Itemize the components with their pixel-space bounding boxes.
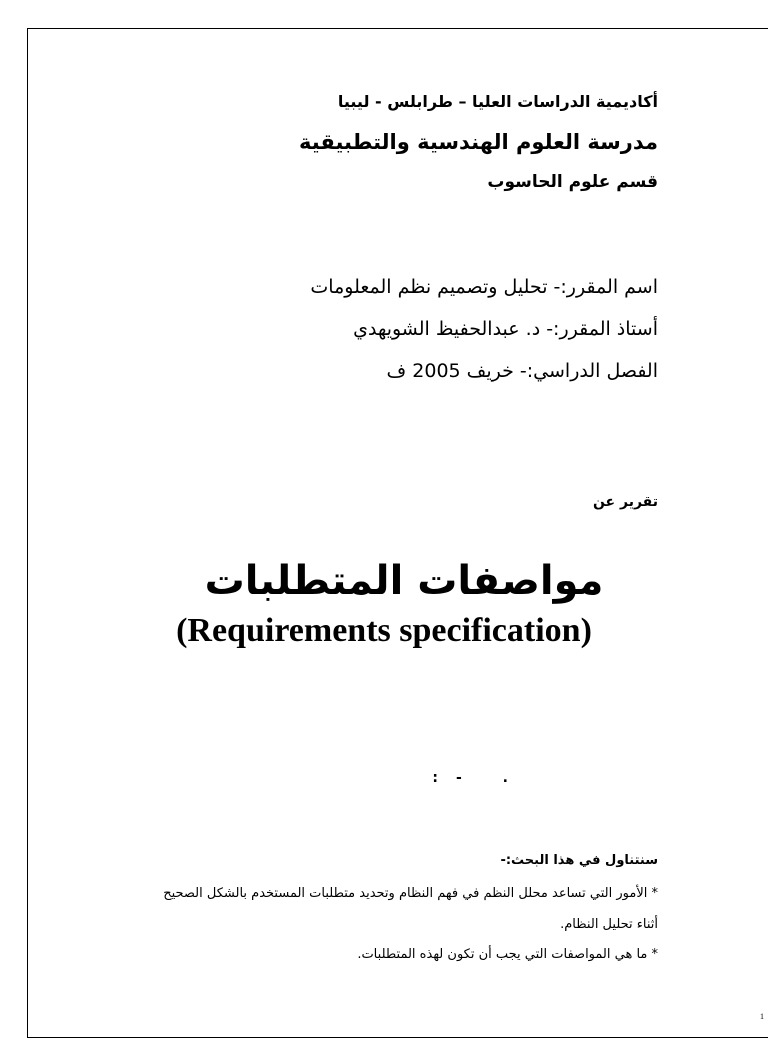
department-name: قسم علوم الحاسوب xyxy=(487,172,658,192)
academy-name: أكاديمية الدراسات العليا – طرابلس - ليبيا xyxy=(337,92,658,111)
bullet-point: * ما هي المواصفات التي يجب أن تكون لهذه المتطلبات. xyxy=(357,947,658,962)
page-number: 1 xyxy=(760,1012,764,1021)
punctuation-marks: . -: xyxy=(432,770,526,786)
report-label: تقرير عن xyxy=(592,494,658,510)
school-name: مدرسة العلوم الهندسية والتطبيقية xyxy=(299,130,658,154)
report-title-arabic: مواصفات المتطلبات xyxy=(204,558,604,604)
bullet-point-continuation: أثناء تحليل النظام. xyxy=(560,917,658,932)
intro-heading: سنتناول في هذا البحث:- xyxy=(500,853,658,868)
bullet-point: * الأمور التي تساعد محلل النظم في فهم النظام وتحديد متطلبات المستخدم بالشكل الصحيح xyxy=(163,886,658,901)
course-name: اسم المقرر:- تحليل وتصميم نظم المعلومات xyxy=(310,276,658,298)
semester: الفصل الدراسي:- خريف 2005 ف xyxy=(386,360,658,382)
course-instructor: أستاذ المقرر:- د. عبدالحفيظ الشويهدي xyxy=(353,318,658,340)
report-title-english: (Requirements specification) xyxy=(176,612,592,649)
